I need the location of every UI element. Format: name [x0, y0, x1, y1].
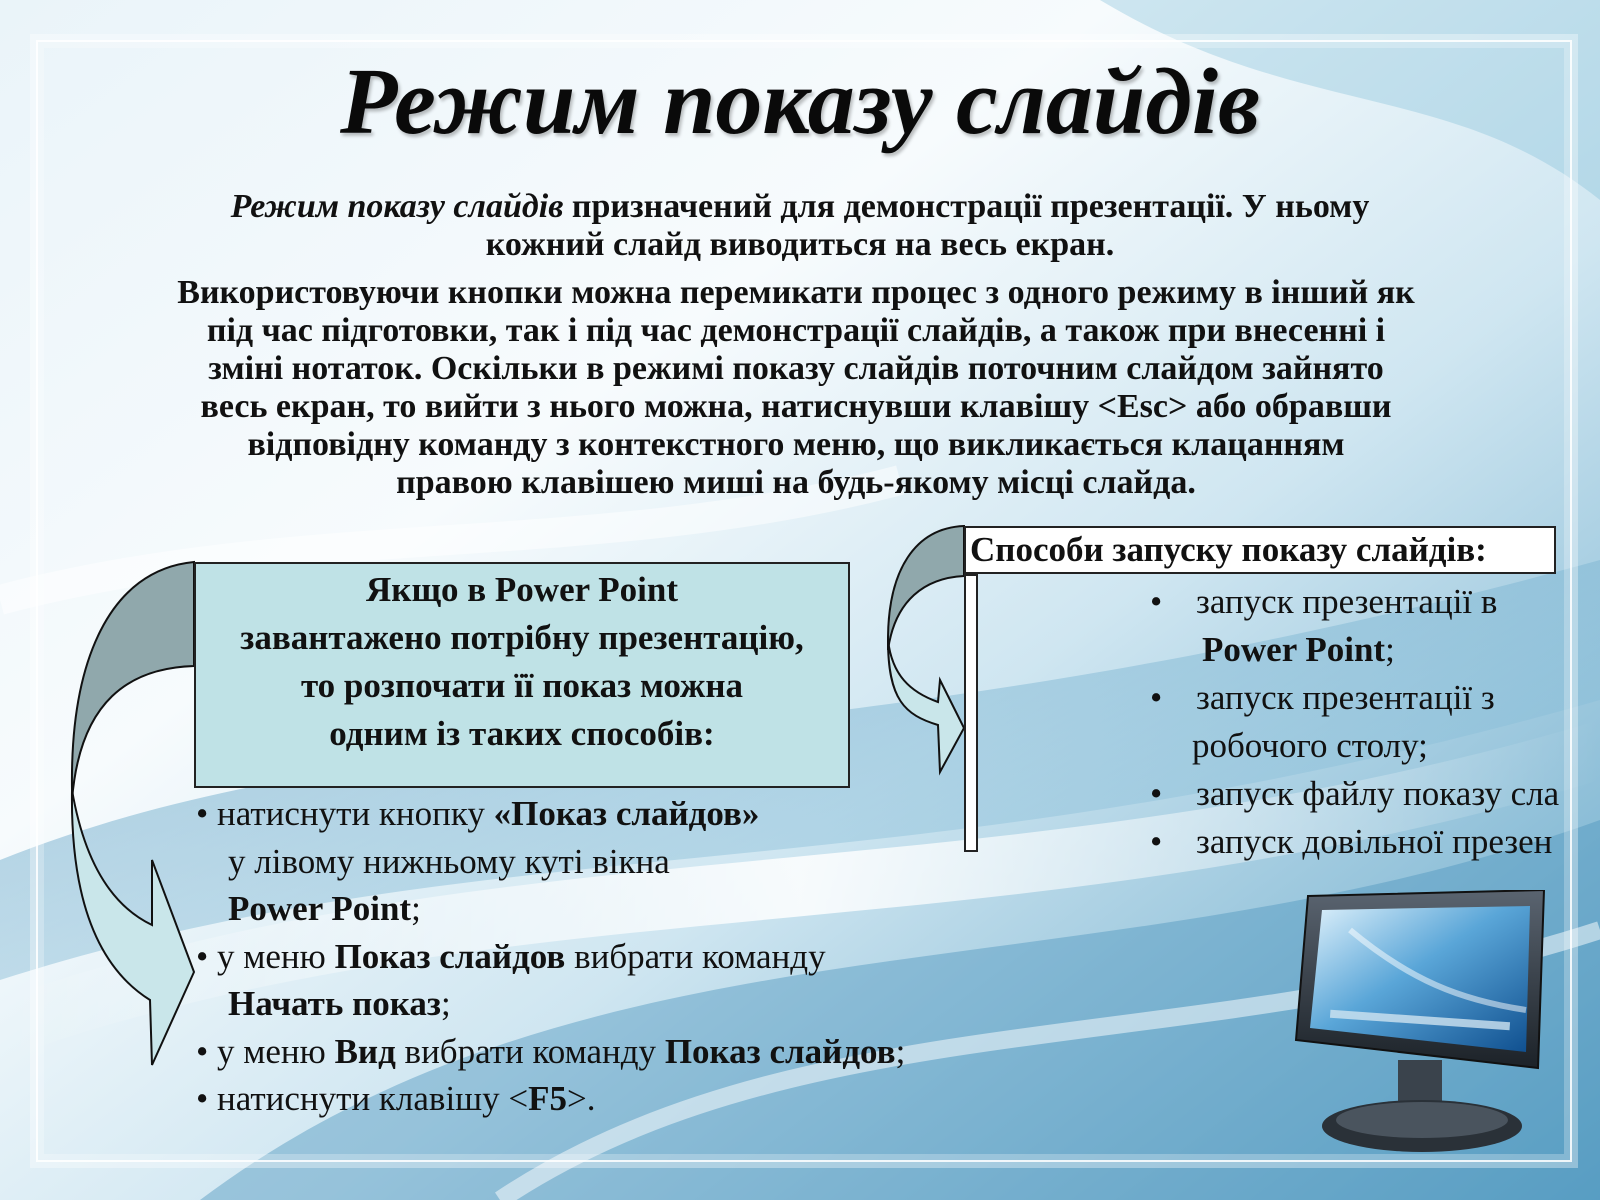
- list-item-bold: Показ слайдов: [334, 936, 566, 976]
- slide-title: Режим показу слайдів: [340, 50, 1260, 154]
- list-item-bold: Power Point: [228, 889, 412, 928]
- list-item: [1150, 674, 1600, 770]
- main-paragraph-line: правою клавішею миші на будь-якому місці слайда.: [396, 464, 1196, 501]
- main-paragraph-line: весь екран, то вийти з нього можна, натиснувши клавішу <Esc> або обравши: [200, 388, 1392, 425]
- list-item: [196, 1075, 1056, 1123]
- right-title-box: Способи запуску показу слайдів:: [964, 526, 1556, 574]
- left-box-line: Якщо в Power Point: [366, 570, 678, 609]
- list-item-text: у лівому нижньому куті вікна: [228, 841, 670, 881]
- list-item: [196, 1028, 1056, 1076]
- left-info-box: [194, 562, 850, 788]
- list-item: [1150, 578, 1600, 674]
- list-item-line: [1196, 626, 1600, 674]
- right-vertical-bar: [964, 574, 978, 852]
- main-paragraph-line: під час підготовки, так і під час демонстрації слайдів, а також при внесенні і: [206, 312, 1386, 349]
- list-item-bold: Вид: [334, 1031, 396, 1071]
- left-methods-list: [196, 790, 1056, 1123]
- list-item: [1150, 818, 1600, 866]
- left-box-line: то розпочати її показ можна: [300, 666, 744, 705]
- list-item-text: ;: [411, 889, 421, 928]
- list-item-line: [196, 885, 1056, 933]
- list-item-text: • натиснути клавішу <: [196, 1079, 529, 1118]
- list-item-text: вибрати команду: [565, 936, 826, 976]
- list-item-bold: F5: [528, 1079, 568, 1118]
- list-item-text: запуск презентації в: [1196, 582, 1498, 621]
- list-item-bold: Power Point: [1202, 630, 1386, 669]
- list-item-text: ;: [895, 1031, 906, 1071]
- list-item-text: • у меню: [196, 1031, 335, 1071]
- list-item-text: запуск файлу показу сла: [1196, 774, 1560, 813]
- list-item-text: ;: [1385, 630, 1395, 669]
- intro-line1-rest: призначений для демонстрації презентації. У ньому: [563, 188, 1370, 225]
- intro-line2: кожний слайд виводиться на весь екран.: [485, 226, 1115, 263]
- list-item: [196, 790, 1056, 933]
- right-curved-arrow-dark: [888, 526, 964, 650]
- right-methods-list: [1150, 578, 1600, 866]
- list-item-text: робочого столу;: [1192, 726, 1428, 765]
- left-curved-arrow: [72, 790, 194, 1065]
- main-paragraph-line: відповідну команду з контекстного меню, що викликається клацанням: [247, 426, 1345, 463]
- main-paragraph-line: зміні нотаток. Оскільки в режимі показу слайдів поточним слайдом зайнято: [208, 350, 1384, 387]
- left-box-line: завантажено потрібну презентацію,: [240, 618, 804, 657]
- list-item: [196, 933, 1056, 1028]
- list-item-bold: Показ слайдов: [664, 1031, 896, 1071]
- list-item-text: ;: [440, 984, 451, 1023]
- left-curved-arrow-dark: [72, 562, 194, 800]
- list-item-text: запуск презентації з: [1196, 678, 1495, 717]
- list-item-bold: «Показ слайдов»: [493, 794, 760, 833]
- intro-lead-italic: Режим показу слайдів: [230, 188, 564, 225]
- list-item-text: >.: [567, 1079, 596, 1118]
- left-box-line: одним із таких способів:: [329, 714, 715, 753]
- list-item-line: [196, 980, 1056, 1028]
- list-item-bold: Начать показ: [228, 984, 441, 1023]
- right-curved-arrow: [888, 640, 964, 772]
- list-item-text: запуск довільної презен: [1196, 822, 1553, 861]
- main-paragraph-line: Використовуючи кнопки можна перемикати процес з одного режиму в інший як: [177, 274, 1415, 311]
- list-item-text: • натиснути кнопку: [196, 794, 494, 833]
- list-item-text: вибрати команду: [395, 1031, 665, 1071]
- monitor-icon: [1290, 890, 1590, 1162]
- list-item: [1150, 770, 1600, 818]
- list-item-text: • у меню: [196, 936, 335, 976]
